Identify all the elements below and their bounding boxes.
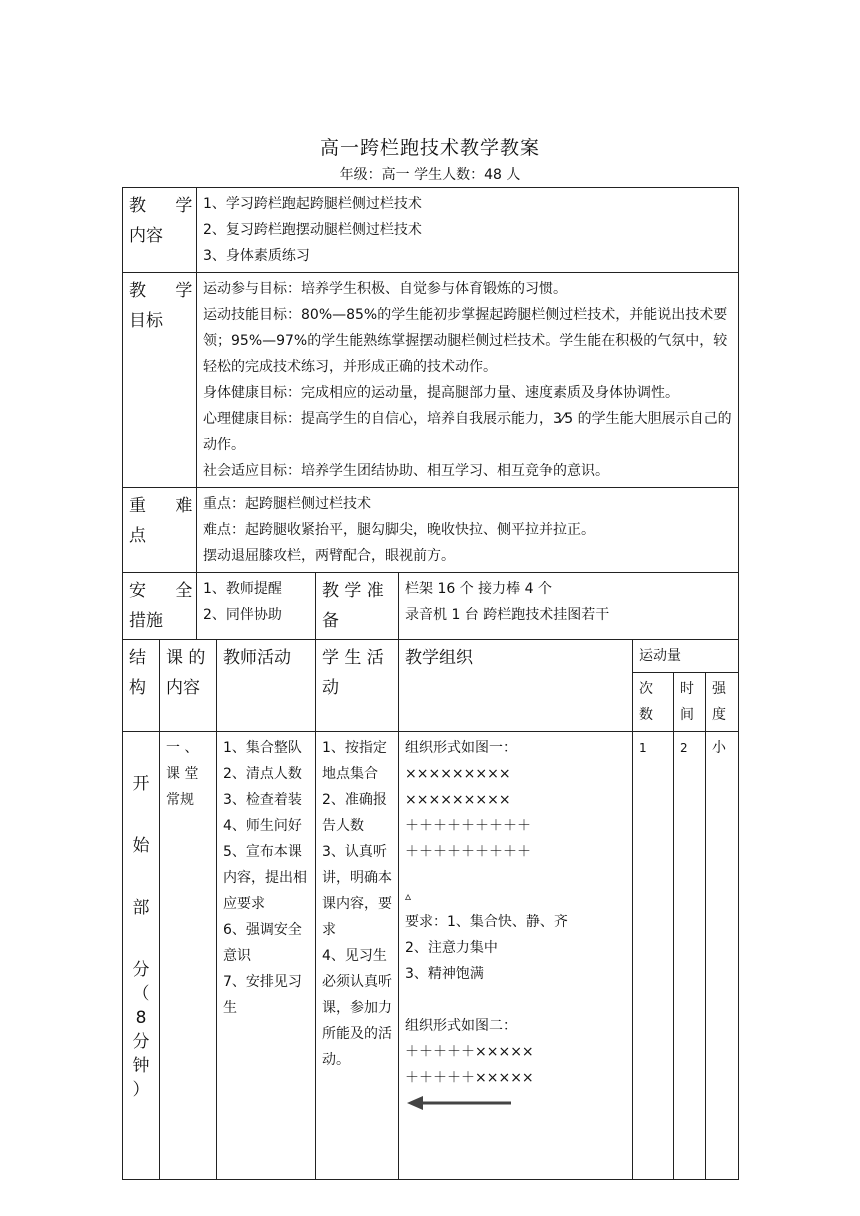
load-intensity: 小 <box>712 740 726 756</box>
student-item: 1、按指定地点集合 <box>322 740 387 782</box>
safety-label-1: 安 全 <box>129 581 205 601</box>
org2-line: ＋＋＋＋＋××××× <box>405 1044 534 1060</box>
header-lesson: 课 的 <box>166 648 206 668</box>
section-char: （ <box>132 984 150 1004</box>
header-times: 次 <box>639 681 653 697</box>
org-line: ××××××××× <box>405 766 511 782</box>
header-structure: 构 <box>129 678 146 698</box>
header-duration: 间 <box>680 707 694 723</box>
org2-line: 组织形式如图二： <box>405 1018 517 1034</box>
header-student: 动 <box>322 678 339 698</box>
teacher-item: 4、师生问好 <box>223 818 302 834</box>
left-arrow-icon <box>405 1095 515 1111</box>
teacher-item: 7、安排见习生 <box>223 974 302 1016</box>
keypoints-label-2: 点 <box>129 526 146 546</box>
student-item: 3、认真听讲，明确本课内容，要求 <box>322 844 392 938</box>
org-line: ＋＋＋＋＋＋＋＋＋ <box>405 818 531 834</box>
section-char: ） <box>132 1080 150 1100</box>
goals-label-1: 教 学 <box>129 281 205 301</box>
row-start-section <box>123 732 739 1180</box>
prep-label-1: 教 学 准 <box>322 581 384 601</box>
lesson-content: 一 、 课 堂 常规 <box>166 740 199 808</box>
row-safety-prep <box>123 573 739 640</box>
keypoint-item: 难点：起跨腿收紧抬平，腿勾脚尖，晚收快拉、侧平拉并拉正。 <box>203 522 595 538</box>
goal-item: 运动技能目标：80%—85%的学生能初步掌握起跨腿栏侧过栏技术，并能说出技术要领；95%—97%的学生能熟练掌握摆动腿栏侧过栏技术。学生能在积极的气氛中，较轻松的完成技术练习，并形成正确的技术动作。 <box>203 307 728 375</box>
teacher-item: 5、宣布本课内容，提出相应要求 <box>223 844 307 912</box>
student-item: 2、准确报告人数 <box>322 792 387 834</box>
content-item: 1、学习跨栏跑起跨腿栏侧过栏技术 <box>203 196 422 212</box>
safety-label-2: 措施 <box>129 611 163 631</box>
header-times: 数 <box>639 707 653 723</box>
keypoint-item: 摆动退屈膝攻栏，两臂配合，眼视前方。 <box>203 548 455 564</box>
prep-item: 栏架 16 个 接力棒 4 个 <box>405 581 552 597</box>
header-student: 学 生 活 <box>322 648 384 668</box>
page-title: 高一跨栏跑技术教学教案 <box>319 137 540 159</box>
row-teaching-content <box>123 188 739 273</box>
header-lesson: 内容 <box>166 678 200 698</box>
section-char: 开 <box>132 774 150 794</box>
student-item: 4、见习生必须认真听课，参加力所能及的活动。 <box>322 948 392 1068</box>
teacher-item: 1、集合整队 <box>223 740 302 756</box>
safety-item: 1、教师提醒 <box>203 581 282 597</box>
section-char: 分 <box>132 960 150 980</box>
org-line: ＋＋＋＋＋＋＋＋＋ <box>405 844 531 860</box>
content-item: 2、复习跨栏跑摆动腿栏侧过栏技术 <box>203 222 422 238</box>
org2-line: ＋＋＋＋＋××××× <box>405 1070 534 1086</box>
section-char: 8 <box>135 1008 147 1028</box>
safety-item: 2、同伴协助 <box>203 607 282 623</box>
requirement-line: 3、精神饱满 <box>405 966 484 982</box>
org-line: 组织形式如图一： <box>405 740 517 756</box>
section-char: 始 <box>132 836 150 856</box>
section-char: 分 <box>132 1032 150 1052</box>
row-header-top <box>123 640 739 673</box>
teacher-item: 6、强调安全意识 <box>223 922 302 964</box>
load-duration: 2 <box>680 741 688 755</box>
goal-item: 身体健康目标：完成相应的运动量，提高腿部力量、速度素质及身体协调性。 <box>203 385 679 401</box>
org-line: ××××××××× <box>405 792 511 808</box>
prep-label-2: 备 <box>322 611 339 631</box>
requirement-line: 要求：1、集合快、静、齐 <box>405 914 568 930</box>
teacher-position-mark: ▵ <box>405 889 412 903</box>
keypoints-label-1: 重 难 <box>129 496 205 516</box>
requirement-line: 2、注意力集中 <box>405 940 498 956</box>
goals-label-2: 目标 <box>129 311 163 331</box>
teacher-item: 3、检查着装 <box>223 792 302 808</box>
lesson-plan-table <box>122 187 739 1180</box>
content-label-2: 内容 <box>129 226 163 246</box>
header-intensity: 强 <box>712 681 726 697</box>
row-key-points <box>123 488 739 573</box>
header-org: 教学组织 <box>405 648 473 668</box>
keypoint-item: 重点：起跨腿栏侧过栏技术 <box>203 496 371 512</box>
goal-item: 心理健康目标：提高学生的自信心，培养自我展示能力，3⁄5 的学生能大胆展示自己的动作。 <box>203 411 732 453</box>
goal-item: 社会适应目标：培养学生团结协助、相互学习、相互竞争的意识。 <box>203 463 609 479</box>
prep-item: 录音机 1 台 跨栏跑技术挂图若干 <box>405 607 610 623</box>
header-load: 运动量 <box>639 648 681 664</box>
header-intensity: 度 <box>712 707 726 723</box>
section-char: 钟 <box>132 1056 150 1076</box>
teacher-item: 2、清点人数 <box>223 766 302 782</box>
content-label-1: 教 学 <box>129 196 205 216</box>
section-char: 部 <box>132 898 150 918</box>
page-subtitle: 年级：高一 学生人数：48 人 <box>339 167 521 183</box>
load-times: 1 <box>639 741 647 755</box>
row-teaching-goals <box>123 273 739 488</box>
content-item: 3、身体素质练习 <box>203 248 310 264</box>
header-duration: 时 <box>680 681 694 697</box>
header-structure: 结 <box>129 648 146 668</box>
header-teacher: 教师活动 <box>223 648 291 668</box>
goal-item: 运动参与目标：培养学生积极、自觉参与体育锻炼的习惯。 <box>203 281 567 297</box>
